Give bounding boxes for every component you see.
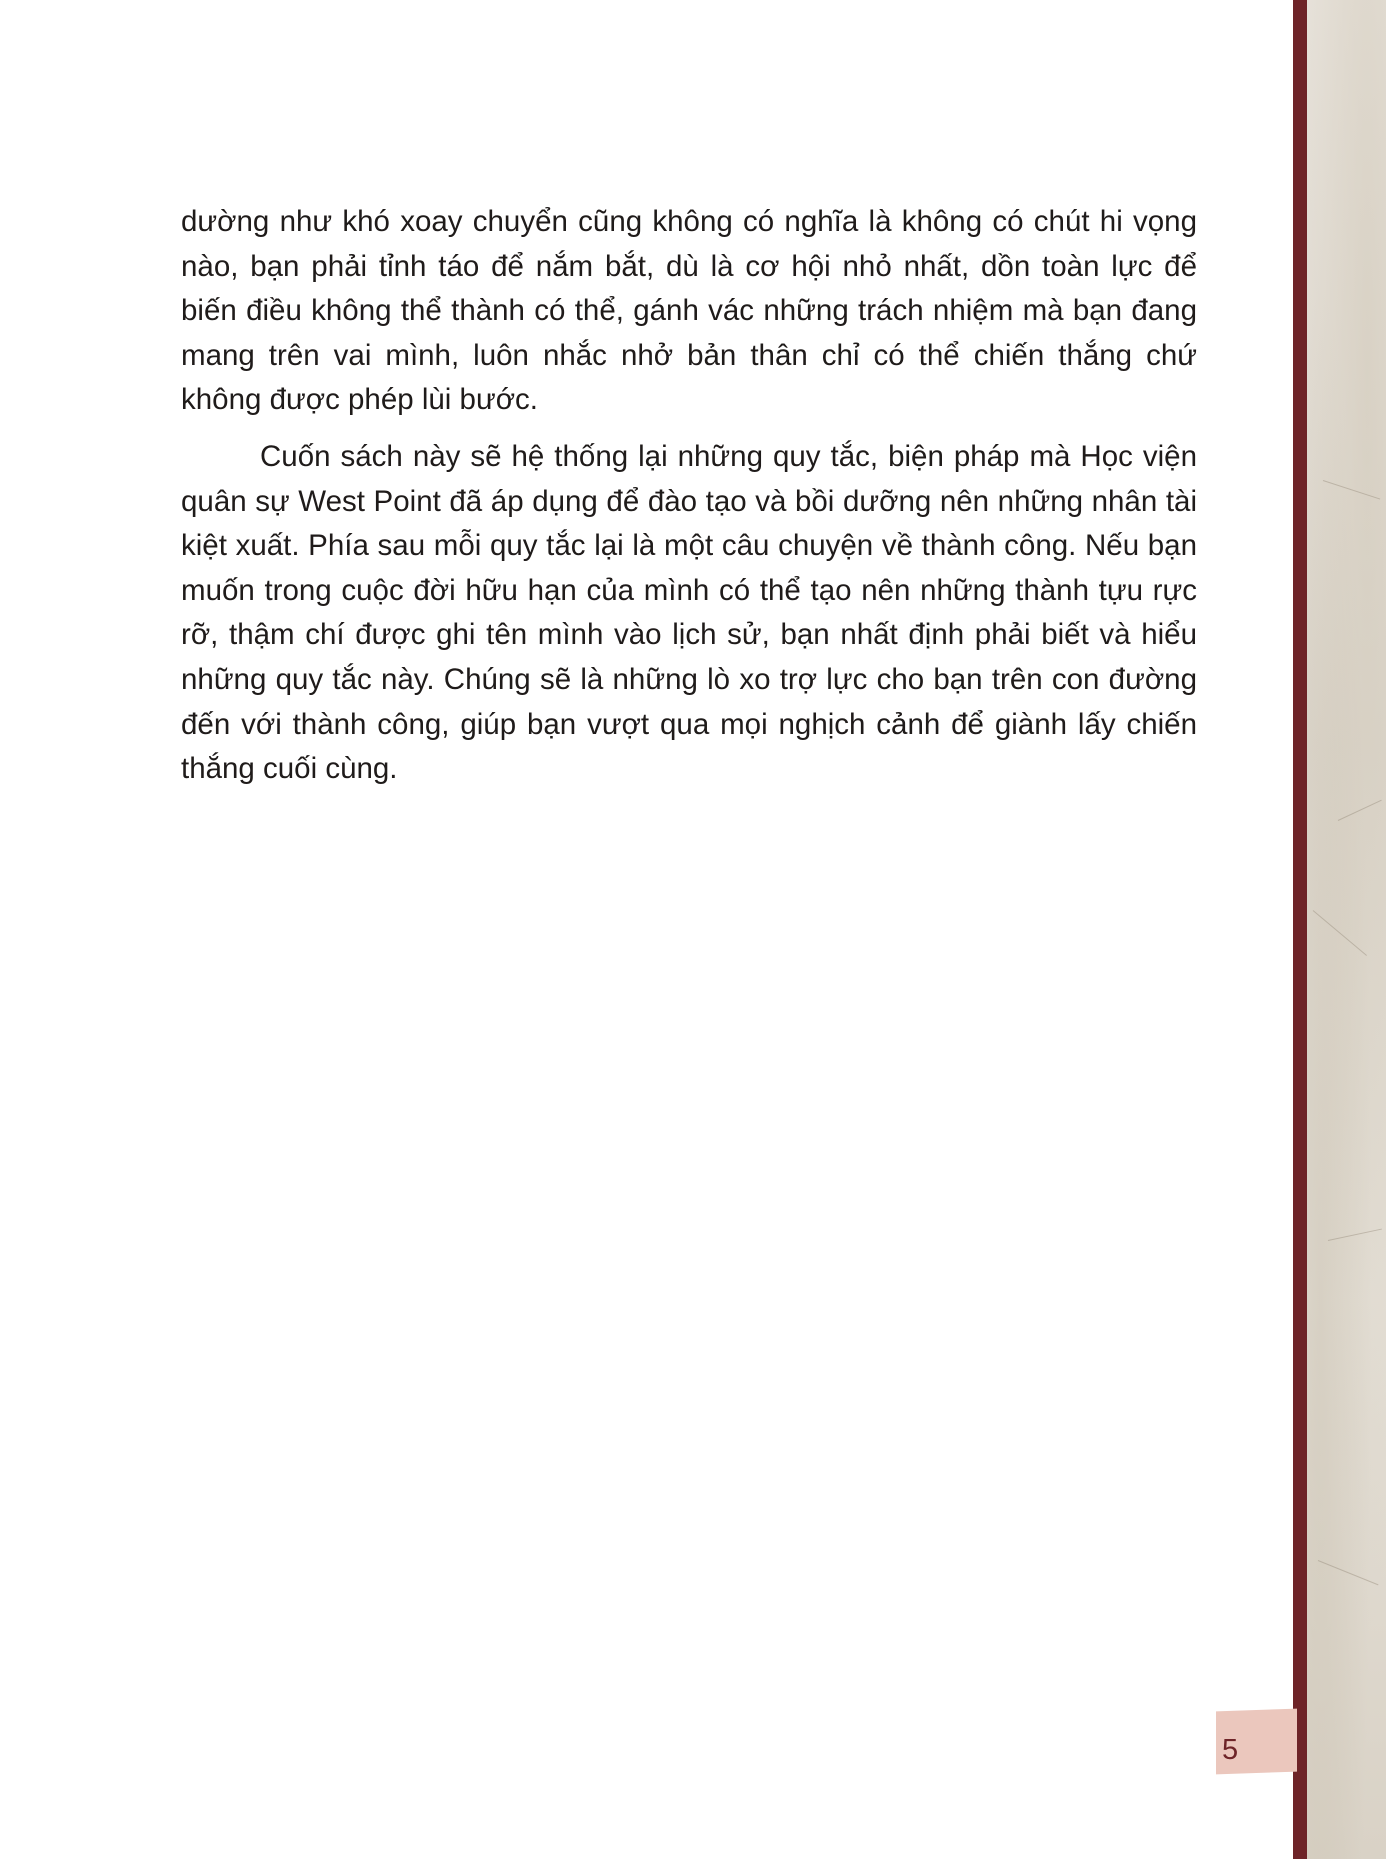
paragraph-continued: dường như khó xoay chuyển cũng không có nghĩa là không có chút hi vọng nào, bạn phải tỉnh táo để nắm bắt, dù là cơ hội nhỏ nhất, dồn toàn lực để biến điều không thể thành có thể, gánh vác những trách nhiệm mà bạn đang mang trên vai mình, luôn nhắc nhở bản thân chỉ có thể chiến thắng chứ không được phép lùi bước. <box>181 205 1197 417</box>
page-body <box>181 200 1197 792</box>
paragraph-book-summary: Cuốn sách này sẽ hệ thống lại những quy tắc, biện pháp mà Học viện quân sự West Point đã áp dụng để đào tạo và bồi dưỡng nên những nhân tài kiệt xuất. Phía sau mỗi quy tắc lại là một câu chuyện về thành công. Nếu bạn muốn trong cuộc đời hữu hạn của mình có thể tạo nên những thành tựu rực rỡ, thậm chí được ghi tên mình vào lịch sử, bạn nhất định phải biết và hiểu những quy tắc này. Chúng sẽ là những lò xo trợ lực cho bạn trên con đường đến với thành công, giúp bạn vượt qua mọi nghịch cảnh để giành lấy chiến thắng cuối cùng. <box>181 439 1197 786</box>
page-number: 5 <box>1222 1734 1239 1766</box>
edge-accent-bar <box>1293 0 1307 1859</box>
